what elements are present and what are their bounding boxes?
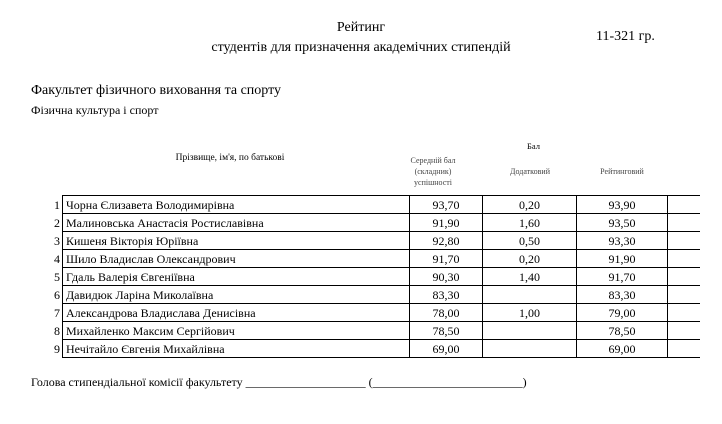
rating-score: 69,00 bbox=[577, 340, 668, 358]
speciality-name: Фізична культура і спорт bbox=[31, 103, 159, 117]
average-score: 78,00 bbox=[410, 304, 483, 322]
average-score: 91,90 bbox=[410, 214, 483, 232]
student-name: Гдаль Валерія Євгеніївна bbox=[63, 268, 410, 286]
rating-table bbox=[47, 195, 700, 358]
extra-score: 0,20 bbox=[483, 196, 577, 214]
table-row bbox=[47, 250, 700, 268]
row-number: 8 bbox=[47, 322, 63, 340]
trailing-cell bbox=[668, 196, 701, 214]
student-name: Нечітайло Євгенія Михайлівна bbox=[63, 340, 410, 358]
extra-score: 0,50 bbox=[483, 232, 577, 250]
extra-score: 1,40 bbox=[483, 268, 577, 286]
trailing-cell bbox=[668, 322, 701, 340]
faculty-name: Факультет фізичного виховання та спорту bbox=[31, 83, 282, 98]
average-score: 92,80 bbox=[410, 232, 483, 250]
trailing-cell bbox=[668, 232, 701, 250]
row-number: 6 bbox=[47, 286, 63, 304]
table-row bbox=[47, 286, 700, 304]
table-row bbox=[47, 196, 700, 214]
row-number: 5 bbox=[47, 268, 63, 286]
document-title: Рейтинг bbox=[336, 20, 386, 35]
rating-score: 93,90 bbox=[577, 196, 668, 214]
row-number: 7 bbox=[47, 304, 63, 322]
trailing-cell bbox=[668, 214, 701, 232]
student-name: Чорна Єлизавета Володимирівна bbox=[63, 196, 410, 214]
row-number: 2 bbox=[47, 214, 63, 232]
rating-score: 78,50 bbox=[577, 322, 668, 340]
student-name: Кишеня Вікторія Юріївна bbox=[63, 232, 410, 250]
table-row bbox=[47, 304, 700, 322]
average-score: 93,70 bbox=[410, 196, 483, 214]
trailing-cell bbox=[668, 268, 701, 286]
column-header-extra: Додатковий bbox=[510, 167, 550, 176]
row-number: 4 bbox=[47, 250, 63, 268]
trailing-cell bbox=[668, 304, 701, 322]
row-number: 3 bbox=[47, 232, 63, 250]
rating-score: 79,00 bbox=[577, 304, 668, 322]
document-subtitle: студентів для призначення академічних стипендій bbox=[211, 40, 511, 55]
student-name: Шило Владислав Олександрович bbox=[63, 250, 410, 268]
student-name: Давидюк Ларіна Миколаївна bbox=[63, 286, 410, 304]
student-name: Михайленко Максим Сергійович bbox=[63, 322, 410, 340]
row-number: 9 bbox=[47, 340, 63, 358]
extra-score: 0,20 bbox=[483, 250, 577, 268]
table-row bbox=[47, 340, 700, 358]
average-score: 78,50 bbox=[410, 322, 483, 340]
average-score: 83,30 bbox=[410, 286, 483, 304]
trailing-cell bbox=[668, 340, 701, 358]
rating-score: 91,90 bbox=[577, 250, 668, 268]
extra-score: 1,60 bbox=[483, 214, 577, 232]
column-header-average: Середній бал (складник) успішності bbox=[410, 156, 456, 187]
extra-score bbox=[483, 340, 577, 358]
column-header-name: Прізвище, ім'я, по батькові bbox=[175, 153, 285, 163]
column-header-rating: Рейтинговий bbox=[600, 167, 644, 176]
average-score: 90,30 bbox=[410, 268, 483, 286]
student-name: Малиновська Анастасія Ростиславівна bbox=[63, 214, 410, 232]
rating-table-body bbox=[47, 196, 700, 358]
table-row bbox=[47, 214, 700, 232]
rating-score: 91,70 bbox=[577, 268, 668, 286]
extra-score bbox=[483, 322, 577, 340]
signature-line: Голова стипендіальної комісії факультету ____________________ (_________________________) bbox=[31, 375, 527, 389]
rating-score: 93,50 bbox=[577, 214, 668, 232]
group-label: 11-321 гр. bbox=[596, 29, 655, 44]
extra-score: 1,00 bbox=[483, 304, 577, 322]
table-row bbox=[47, 232, 700, 250]
table-row bbox=[47, 268, 700, 286]
rating-score: 93,30 bbox=[577, 232, 668, 250]
row-number: 1 bbox=[47, 196, 63, 214]
rating-score: 83,30 bbox=[577, 286, 668, 304]
trailing-cell bbox=[668, 286, 701, 304]
student-name: Александрова Владислава Денисівна bbox=[63, 304, 410, 322]
column-header-bal: Бал bbox=[527, 141, 540, 151]
average-score: 69,00 bbox=[410, 340, 483, 358]
trailing-cell bbox=[668, 250, 701, 268]
average-score: 91,70 bbox=[410, 250, 483, 268]
extra-score bbox=[483, 286, 577, 304]
table-row bbox=[47, 322, 700, 340]
